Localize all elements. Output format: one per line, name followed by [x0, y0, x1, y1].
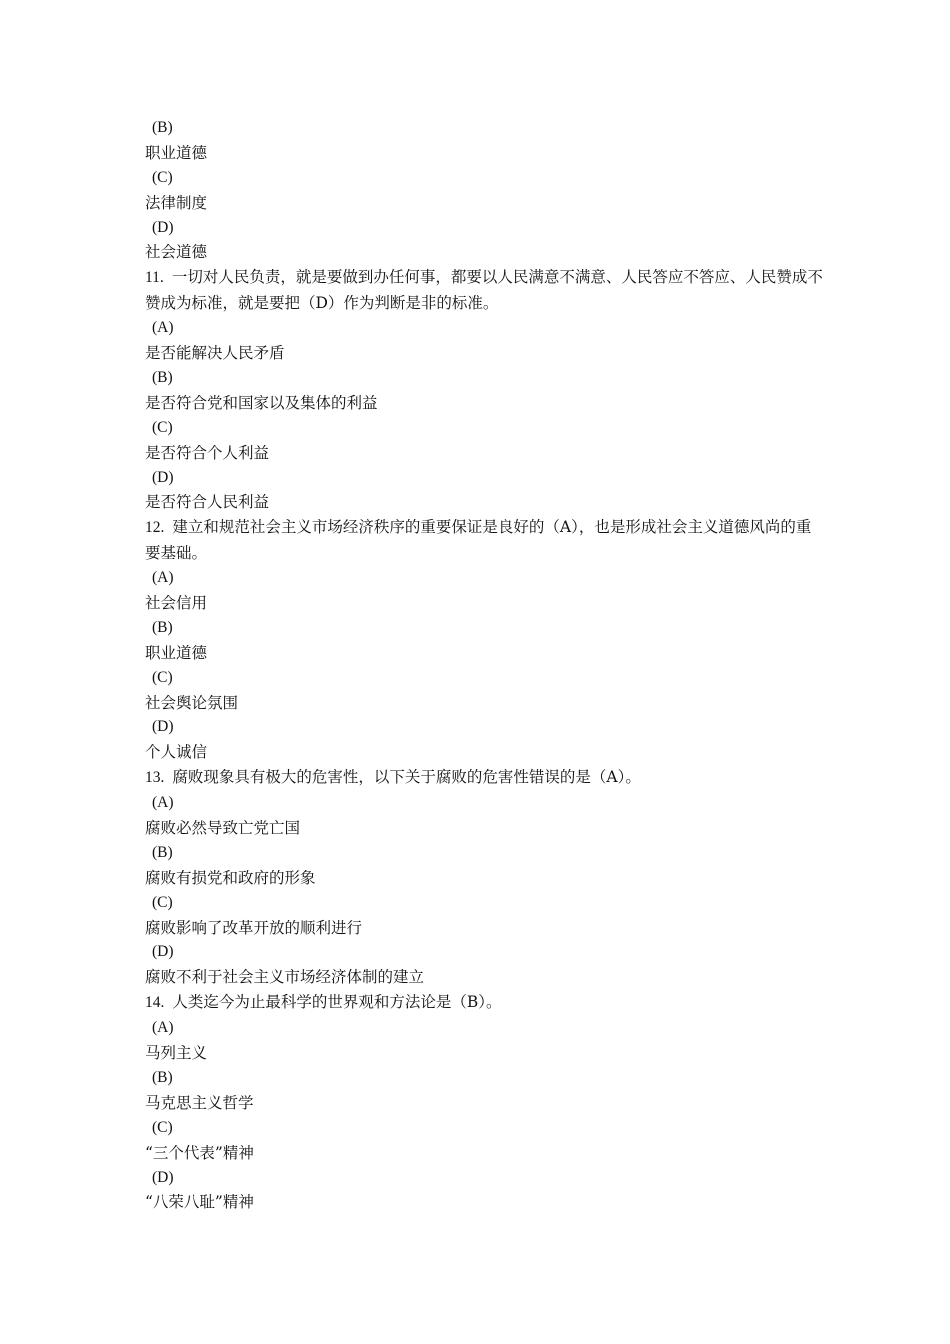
- option-label: (D): [152, 468, 174, 486]
- option-label: (D): [152, 718, 174, 736]
- option-label: (B): [152, 368, 173, 386]
- option-text: 腐败影响了改革开放的顺利进行: [145, 918, 363, 937]
- option-label: (A): [152, 794, 174, 812]
- option-label: (A): [152, 319, 174, 337]
- option-label: (B): [152, 843, 173, 861]
- option-text: 是否符合党和国家以及集体的利益: [145, 393, 378, 412]
- question-text: 腐败现象具有极大的危害性，以下关于腐败的危害性错误的是（A）。: [172, 768, 641, 787]
- option-text: 腐败必然导致亡党亡国: [145, 819, 301, 838]
- option-label: (C): [152, 893, 173, 911]
- option-text: 法律制度: [145, 193, 208, 212]
- option-label: (C): [152, 168, 173, 186]
- option-text: 马列主义: [145, 1044, 208, 1063]
- option-text: 马克思主义哲学: [145, 1093, 254, 1112]
- question-number: 12.: [145, 519, 165, 537]
- question-number: 13.: [145, 769, 165, 787]
- option-label: (B): [152, 618, 173, 636]
- question-14: [145, 990, 825, 1016]
- option-text: 是否能解决人民矛盾: [145, 344, 285, 363]
- option-text: “三个代表”精神: [145, 1143, 254, 1162]
- option-text: 是否符合人民利益: [145, 493, 270, 512]
- option-label: (B): [152, 119, 173, 136]
- option-label: (D): [152, 1168, 174, 1186]
- option-text: 是否符合个人利益: [145, 443, 270, 462]
- question-text: 一切对人民负责，就是要做到办任何事，都要以人民满意不满意、人民答应不答应、人民赞成不赞成为标准，就是要把（D）作为判断是非的标准。: [145, 268, 823, 313]
- option-text: 社会道德: [145, 243, 208, 262]
- document-content: [145, 116, 825, 1215]
- option-label: (C): [152, 668, 173, 686]
- option-label: (C): [152, 1118, 173, 1136]
- question-11: [145, 265, 825, 316]
- question-text: 建立和规范社会主义市场经济秩序的重要保证是良好的（A），也是形成社会主义道德风尚的重要基础。: [145, 518, 812, 563]
- option-label: (A): [152, 1019, 174, 1037]
- option-text: 社会舆论氛围: [145, 693, 239, 712]
- option-text: 职业道德: [145, 643, 208, 662]
- option-text: 腐败不利于社会主义市场经济体制的建立: [145, 968, 425, 987]
- question-13: [145, 765, 825, 791]
- question-number: 11.: [145, 269, 164, 287]
- question-12: [145, 515, 825, 566]
- option-label: (A): [152, 569, 174, 587]
- option-text: 腐败有损党和政府的形象: [145, 868, 316, 887]
- option-text: 个人诚信: [145, 743, 208, 762]
- option-label: (D): [152, 218, 174, 236]
- option-text: “八荣八耻”精神: [145, 1193, 254, 1212]
- option-text: 职业道德: [145, 143, 208, 162]
- option-label: (D): [152, 943, 174, 961]
- option-text: 社会信用: [145, 593, 208, 612]
- question-number: 14.: [145, 994, 165, 1012]
- question-text: 人类迄今为止最科学的世界观和方法论是（B）。: [172, 993, 502, 1012]
- option-label: (C): [152, 418, 173, 436]
- option-label: (B): [152, 1068, 173, 1086]
